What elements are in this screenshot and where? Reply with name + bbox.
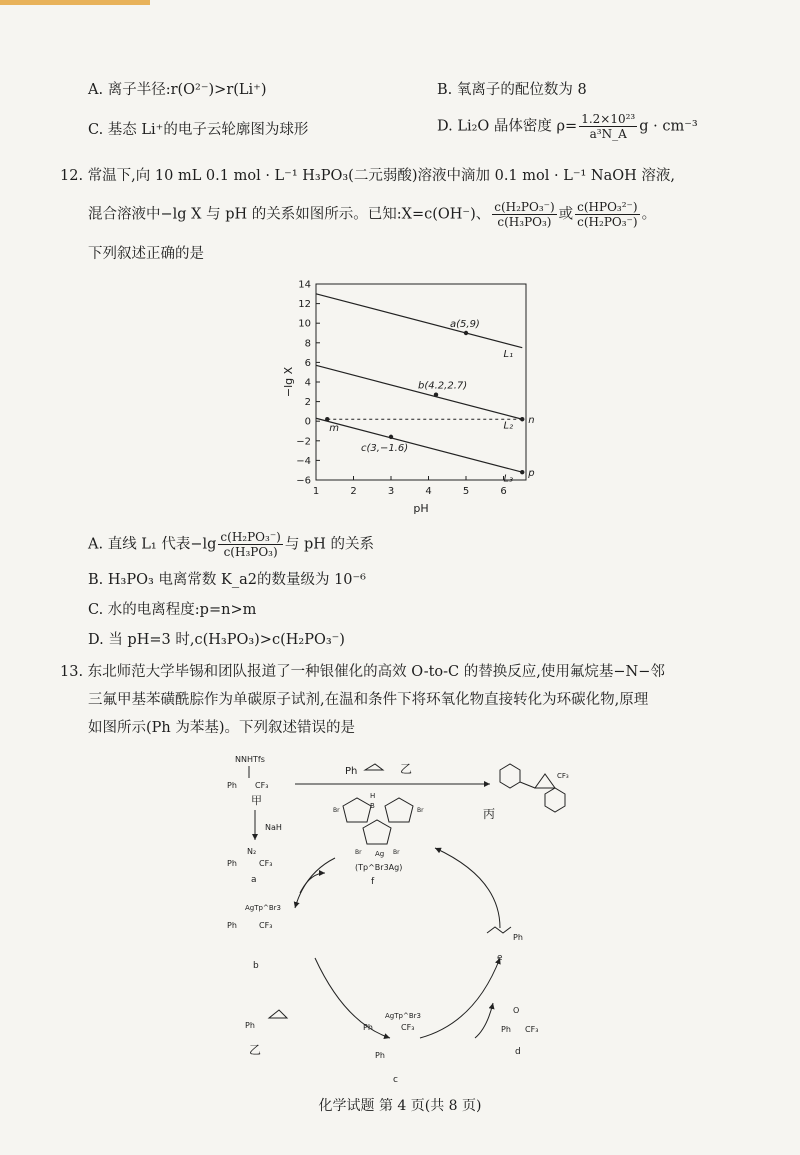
label-a: a: [251, 875, 257, 885]
svg-text:Br: Br: [393, 849, 400, 856]
top-color-strip: [0, 0, 150, 5]
y-tick-label: −4: [296, 455, 311, 467]
svg-text:AgTp^Br3: AgTp^Br3: [385, 1012, 421, 1020]
page-footer: 化学试题 第 4 页(共 8 页): [318, 1098, 482, 1114]
svg-text:CF₃: CF₃: [557, 772, 569, 780]
svg-text:Ph: Ph: [227, 781, 237, 790]
point-label-p: p: [528, 468, 535, 480]
product-bing: [500, 764, 569, 812]
y-tick-label: 10: [298, 318, 311, 330]
label-f: f: [371, 877, 375, 887]
compound-bing-label: 丙: [483, 807, 496, 821]
x-tick-label: 2: [350, 486, 357, 497]
reaction-mechanism-diagram: [225, 748, 615, 1088]
arrow-d-leaves: [475, 1003, 493, 1038]
alkene-e: [487, 927, 511, 933]
cycle-arrow-c-to-e: [420, 958, 500, 1038]
point-label-c: c(3,−1.6): [361, 442, 409, 454]
nah-label: NaH: [265, 823, 282, 832]
x-tick-label: 4: [425, 486, 432, 497]
data-point-m: [325, 417, 329, 421]
y-tick-label: −2: [296, 436, 311, 448]
label-d: d: [515, 1047, 521, 1057]
y-axis-label: −lg X: [282, 366, 295, 398]
svg-text:Ph: Ph: [375, 1051, 385, 1060]
y-tick-label: 12: [298, 299, 311, 311]
point-label-m: m: [329, 423, 339, 435]
svg-text:CF₃: CF₃: [525, 1025, 539, 1034]
q11-option-d: D. Li₂O 晶体密度 ρ= $\frac{\text{1.2×10²³}}{\text{a³N\_A}}$ g · cm⁻³: [437, 112, 698, 141]
svg-text:Ph: Ph: [501, 1025, 511, 1034]
point-label-a: a(5,9): [450, 319, 480, 330]
svg-text:Ph: Ph: [363, 1023, 373, 1032]
x-tick-label: 6: [500, 486, 507, 497]
svg-text:Ph: Ph: [227, 921, 237, 930]
y-tick-label: 6: [304, 357, 311, 369]
x-axis-label: pH: [413, 502, 429, 515]
q12-stem-line1: 12. 常温下,向 10 mL 0.1 mol · L⁻¹ H₃PO₃(二元弱酸)溶液中滴加 0.1 mol · L⁻¹ NaOH 溶液,: [60, 168, 675, 184]
data-point-c: [389, 435, 393, 439]
svg-text:B: B: [370, 802, 375, 810]
catalyst-complex-f: [333, 792, 424, 858]
q12-option-a: A. 直线 L₁ 代表−lg $\frac{\text{c(H₂PO₃⁻)}}{\text{c(H₃PO₃)}}$ 与 pH 的关系: [88, 530, 374, 559]
svg-text:CF₃: CF₃: [255, 781, 269, 790]
q12-stem-line2: 混合溶液中−lg X 与 pH 的关系如图所示。已知:X=c(OH⁻)、 $\frac{\text{c(H₂PO₃⁻)}}{\text{c(H₃PO₃)}}$ 或 $\frac{\text{c(HPO₃²⁻)}}{\text{c(H₂PO₃⁻)}}$ 。: [88, 200, 657, 229]
q12-option-b: B. H₃PO₃ 电离常数 K_a2的数量级为 10⁻⁶: [88, 572, 366, 588]
q13-stem-line2: 三氟甲基苯磺酰腙作为单碳原子试剂,在温和条件下将环氧化物直接转化为环碳化物,原理: [88, 692, 649, 708]
y-tick-label: 4: [304, 377, 311, 389]
q12-option-d: D. 当 pH=3 时,c(H₃PO₃)>c(H₂PO₃⁻): [88, 632, 345, 648]
series-label-l3: L₃: [503, 473, 514, 485]
label-c: c: [393, 1075, 398, 1085]
q12-option-c: C. 水的电离程度:p=n>m: [88, 602, 257, 618]
q12-chart: [280, 276, 550, 516]
data-point-p: [520, 470, 524, 474]
x-tick-label: 3: [387, 486, 395, 497]
series-line-l3: [316, 418, 522, 472]
cycle-arrow-e-to-f: [435, 848, 500, 928]
series-line-l1: [316, 294, 522, 348]
svg-text:N₂: N₂: [247, 847, 257, 856]
svg-text:Br: Br: [355, 849, 362, 856]
svg-text:Ph: Ph: [227, 859, 237, 868]
y-tick-label: 14: [298, 279, 311, 291]
point-label-b: b(4.2,2.7): [418, 380, 468, 392]
svg-text:Ag: Ag: [375, 850, 385, 858]
epoxide-ring-lower: [269, 1010, 287, 1018]
q12-stem-line3: 下列叙述正确的是: [88, 246, 204, 262]
y-tick-label: −6: [296, 475, 311, 487]
svg-text:CF₃: CF₃: [259, 859, 273, 868]
cycle-arrow-f-to-b: [295, 858, 335, 908]
series-line-l2: [316, 365, 522, 419]
q11-option-b: B. 氧离子的配位数为 8: [437, 82, 587, 98]
y-tick-label: 8: [304, 338, 311, 350]
series-label-l2: L₂: [503, 420, 514, 432]
data-point-n: [520, 417, 524, 421]
reagent-ph-label: Ph: [345, 766, 358, 777]
svg-text:AgTp^Br3: AgTp^Br3: [245, 904, 281, 912]
q13-stem-line1: 13. 东北师范大学毕锡和团队报道了一种银催化的高效 O-to-C 的替换反应,使用氟烷基−N−邻: [60, 664, 665, 680]
svg-text:Br: Br: [333, 807, 340, 814]
svg-text:H: H: [370, 792, 376, 800]
y-tick-label: 0: [304, 416, 311, 428]
svg-text:Ph: Ph: [245, 1021, 255, 1030]
point-label-n: n: [528, 415, 535, 427]
svg-text:Ph: Ph: [513, 933, 523, 942]
reagent-yi-label: 乙: [400, 762, 413, 776]
x-tick-label: 5: [462, 486, 470, 497]
svg-text:O: O: [513, 1006, 520, 1015]
q13-stem-line3: 如图所示(Ph 为苯基)。下列叙述错误的是: [88, 720, 356, 736]
data-point-b: [434, 393, 438, 397]
data-point-a: [464, 331, 468, 335]
y-tick-label: 2: [304, 397, 311, 409]
x-tick-label: 1: [312, 486, 320, 497]
q11-option-a: A. 离子半径:r(O²⁻)>r(Li⁺): [88, 82, 267, 98]
label-b: b: [253, 961, 259, 971]
svg-text:Br: Br: [417, 807, 424, 814]
svg-text:CF₃: CF₃: [401, 1023, 415, 1032]
series-label-l1: L₁: [503, 348, 514, 360]
reagent-yi-lower-label: 乙: [249, 1043, 262, 1057]
cycle-arrow-b-to-c: [315, 958, 390, 1038]
compound-jia-label: 甲: [251, 794, 262, 807]
svg-text:CF₃: CF₃: [259, 921, 273, 930]
q11-option-c: C. 基态 Li⁺的电子云轮廓图为球形: [88, 122, 309, 138]
arrow-a-enters: [300, 873, 325, 893]
label-e: e: [497, 953, 503, 963]
hydrazone-group-label: NNHTfs: [235, 755, 265, 764]
catalyst-label: (Tp^Br3Ag): [355, 863, 403, 872]
epoxide-ring-top: [365, 764, 383, 770]
